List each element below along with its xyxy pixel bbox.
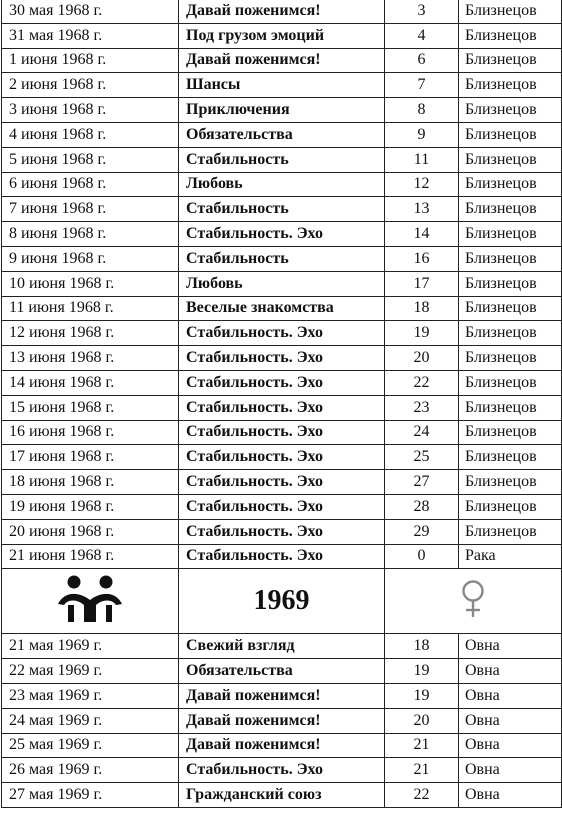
- entry-name-cell: Давай поженимся!: [179, 0, 385, 23]
- entry-name-cell: Стабильность: [179, 197, 385, 222]
- entry-name-cell: Стабильность. Эхо: [179, 420, 385, 445]
- table-row: [2, 683, 562, 708]
- year-header-row: [2, 569, 562, 634]
- zodiac-sign-cell: Близнецов: [459, 519, 562, 544]
- entry-name-cell: Стабильность. Эхо: [179, 494, 385, 519]
- zodiac-sign-cell: Близнецов: [459, 271, 562, 296]
- rows-1969: [2, 634, 562, 808]
- number-cell: 28: [385, 494, 459, 519]
- zodiac-sign-cell: Близнецов: [459, 395, 562, 420]
- date-cell: 25 мая 1969 г.: [2, 733, 179, 758]
- table-row: [2, 708, 562, 733]
- entry-name-cell: Стабильность. Эхо: [179, 222, 385, 247]
- table-row: [2, 48, 562, 73]
- table-row: [2, 494, 562, 519]
- zodiac-sign-cell: Овна: [459, 683, 562, 708]
- number-cell: 6: [385, 48, 459, 73]
- zodiac-sign-cell: Близнецов: [459, 23, 562, 48]
- table-row: [2, 23, 562, 48]
- entry-name-cell: Давай поженимся!: [179, 733, 385, 758]
- zodiac-sign-cell: Близнецов: [459, 321, 562, 346]
- zodiac-sign-cell: Овна: [459, 733, 562, 758]
- zodiac-sign-cell: Близнецов: [459, 197, 562, 222]
- date-cell: 20 июня 1968 г.: [2, 519, 179, 544]
- zodiac-sign-cell: Близнецов: [459, 346, 562, 371]
- number-cell: 7: [385, 73, 459, 98]
- entry-name-cell: Стабильность: [179, 147, 385, 172]
- date-cell: 11 июня 1968 г.: [2, 296, 179, 321]
- date-cell: 24 мая 1969 г.: [2, 708, 179, 733]
- table-row: [2, 470, 562, 495]
- table-row: [2, 758, 562, 783]
- table-row: [2, 0, 562, 23]
- number-cell: 20: [385, 346, 459, 371]
- number-cell: 21: [385, 733, 459, 758]
- date-cell: 18 июня 1968 г.: [2, 470, 179, 495]
- date-cell: 14 июня 1968 г.: [2, 370, 179, 395]
- date-cell: 4 июня 1968 г.: [2, 122, 179, 147]
- table-row: [2, 321, 562, 346]
- table-row: [2, 395, 562, 420]
- zodiac-sign-cell: Овна: [459, 783, 562, 808]
- zodiac-sign-cell: Близнецов: [459, 73, 562, 98]
- table-row: [2, 420, 562, 445]
- zodiac-sign-cell: Овна: [459, 659, 562, 684]
- entry-name-cell: Стабильность: [179, 246, 385, 271]
- zodiac-sign-cell: Близнецов: [459, 122, 562, 147]
- entry-name-cell: Свежий взгляд: [179, 634, 385, 659]
- date-cell: 2 июня 1968 г.: [2, 73, 179, 98]
- number-cell: 8: [385, 98, 459, 123]
- number-cell: 25: [385, 445, 459, 470]
- zodiac-sign-cell: Овна: [459, 634, 562, 659]
- zodiac-sign-cell: Близнецов: [459, 0, 562, 23]
- number-cell: 22: [385, 783, 459, 808]
- rows-1968: [2, 0, 562, 569]
- zodiac-sign-cell: Близнецов: [459, 296, 562, 321]
- entry-name-cell: Веселые знакомства: [179, 296, 385, 321]
- date-cell: 16 июня 1968 г.: [2, 420, 179, 445]
- table-row: [2, 370, 562, 395]
- entry-name-cell: Гражданский союз: [179, 783, 385, 808]
- entry-name-cell: Давай поженимся!: [179, 48, 385, 73]
- date-cell: 17 июня 1968 г.: [2, 445, 179, 470]
- entry-name-cell: Шансы: [179, 73, 385, 98]
- entry-name-cell: Давай поженимся!: [179, 683, 385, 708]
- number-cell: 0: [385, 544, 459, 569]
- entry-name-cell: Стабильность. Эхо: [179, 758, 385, 783]
- calendar-table: [1, 0, 562, 808]
- entry-name-cell: Стабильность. Эхо: [179, 544, 385, 569]
- date-cell: 13 июня 1968 г.: [2, 346, 179, 371]
- date-cell: 27 мая 1969 г.: [2, 783, 179, 808]
- zodiac-sign-cell: Близнецов: [459, 98, 562, 123]
- number-cell: 13: [385, 197, 459, 222]
- number-cell: 16: [385, 246, 459, 271]
- date-cell: 10 июня 1968 г.: [2, 271, 179, 296]
- date-cell: 22 мая 1969 г.: [2, 659, 179, 684]
- date-cell: 21 мая 1969 г.: [2, 634, 179, 659]
- gemini-cell: [2, 569, 179, 634]
- entry-name-cell: Стабильность. Эхо: [179, 395, 385, 420]
- number-cell: 14: [385, 222, 459, 247]
- entry-name-cell: Обязательства: [179, 659, 385, 684]
- zodiac-sign-cell: Близнецов: [459, 48, 562, 73]
- number-cell: 20: [385, 708, 459, 733]
- year-cell: [179, 569, 385, 634]
- entry-name-cell: Любовь: [179, 271, 385, 296]
- number-cell: 11: [385, 147, 459, 172]
- table-row: [2, 222, 562, 247]
- number-cell: 9: [385, 122, 459, 147]
- zodiac-sign-cell: Близнецов: [459, 420, 562, 445]
- entry-name-cell: Давай поженимся!: [179, 708, 385, 733]
- zodiac-sign-cell: Овна: [459, 758, 562, 783]
- number-cell: 24: [385, 420, 459, 445]
- gemini-couple-icon: [55, 574, 125, 628]
- entry-name-cell: Стабильность. Эхо: [179, 321, 385, 346]
- date-cell: 9 июня 1968 г.: [2, 246, 179, 271]
- number-cell: 21: [385, 758, 459, 783]
- zodiac-sign-cell: Рака: [459, 544, 562, 569]
- number-cell: 18: [385, 634, 459, 659]
- date-cell: 8 июня 1968 г.: [2, 222, 179, 247]
- table-row: [2, 445, 562, 470]
- number-cell: 18: [385, 296, 459, 321]
- zodiac-sign-cell: Близнецов: [459, 470, 562, 495]
- table-row: [2, 544, 562, 569]
- date-cell: 30 мая 1968 г.: [2, 0, 179, 23]
- date-cell: 21 июня 1968 г.: [2, 544, 179, 569]
- table-row: [2, 733, 562, 758]
- zodiac-sign-cell: Близнецов: [459, 445, 562, 470]
- entry-name-cell: Стабильность. Эхо: [179, 445, 385, 470]
- zodiac-sign-cell: Овна: [459, 708, 562, 733]
- date-cell: 23 мая 1969 г.: [2, 683, 179, 708]
- table-row: [2, 98, 562, 123]
- entry-name-cell: Под грузом эмоций: [179, 23, 385, 48]
- entry-name-cell: Стабильность. Эхо: [179, 470, 385, 495]
- date-cell: 1 июня 1968 г.: [2, 48, 179, 73]
- table-row: [2, 659, 562, 684]
- number-cell: 19: [385, 683, 459, 708]
- table-row: [2, 246, 562, 271]
- zodiac-sign-cell: Близнецов: [459, 222, 562, 247]
- number-cell: 19: [385, 659, 459, 684]
- date-cell: 3 июня 1968 г.: [2, 98, 179, 123]
- table-row: [2, 783, 562, 808]
- date-cell: 6 июня 1968 г.: [2, 172, 179, 197]
- number-cell: 4: [385, 23, 459, 48]
- zodiac-sign-cell: Близнецов: [459, 172, 562, 197]
- number-cell: 27: [385, 470, 459, 495]
- date-cell: 31 мая 1968 г.: [2, 23, 179, 48]
- table-row: [2, 172, 562, 197]
- table-row: [2, 147, 562, 172]
- date-cell: 7 июня 1968 г.: [2, 197, 179, 222]
- zodiac-sign-cell: Близнецов: [459, 494, 562, 519]
- entry-name-cell: Стабильность. Эхо: [179, 519, 385, 544]
- zodiac-sign-cell: Близнецов: [459, 246, 562, 271]
- table-row: [2, 346, 562, 371]
- date-cell: 19 июня 1968 г.: [2, 494, 179, 519]
- number-cell: 29: [385, 519, 459, 544]
- entry-name-cell: Стабильность. Эхо: [179, 370, 385, 395]
- entry-name-cell: Любовь: [179, 172, 385, 197]
- year-section-1969: [2, 569, 562, 634]
- entry-name-cell: Обязательства: [179, 122, 385, 147]
- date-cell: 12 июня 1968 г.: [2, 321, 179, 346]
- number-cell: 3: [385, 0, 459, 23]
- number-cell: 22: [385, 370, 459, 395]
- number-cell: 17: [385, 271, 459, 296]
- number-cell: 12: [385, 172, 459, 197]
- table-row: [2, 122, 562, 147]
- year-label: 1969: [253, 585, 310, 617]
- number-cell: 23: [385, 395, 459, 420]
- zodiac-sign-cell: Близнецов: [459, 147, 562, 172]
- number-cell: 19: [385, 321, 459, 346]
- date-cell: 26 мая 1969 г.: [2, 758, 179, 783]
- zodiac-sign-cell: Близнецов: [459, 370, 562, 395]
- table-row: [2, 271, 562, 296]
- table-row: [2, 296, 562, 321]
- table-row: [2, 519, 562, 544]
- entry-name-cell: Приключения: [179, 98, 385, 123]
- table-row: [2, 634, 562, 659]
- table-row: [2, 73, 562, 98]
- venus-cell: [385, 569, 562, 634]
- entry-name-cell: Стабильность. Эхо: [179, 346, 385, 371]
- venus-symbol-icon: [459, 579, 487, 623]
- table-row: [2, 197, 562, 222]
- date-cell: 5 июня 1968 г.: [2, 147, 179, 172]
- date-cell: 15 июня 1968 г.: [2, 395, 179, 420]
